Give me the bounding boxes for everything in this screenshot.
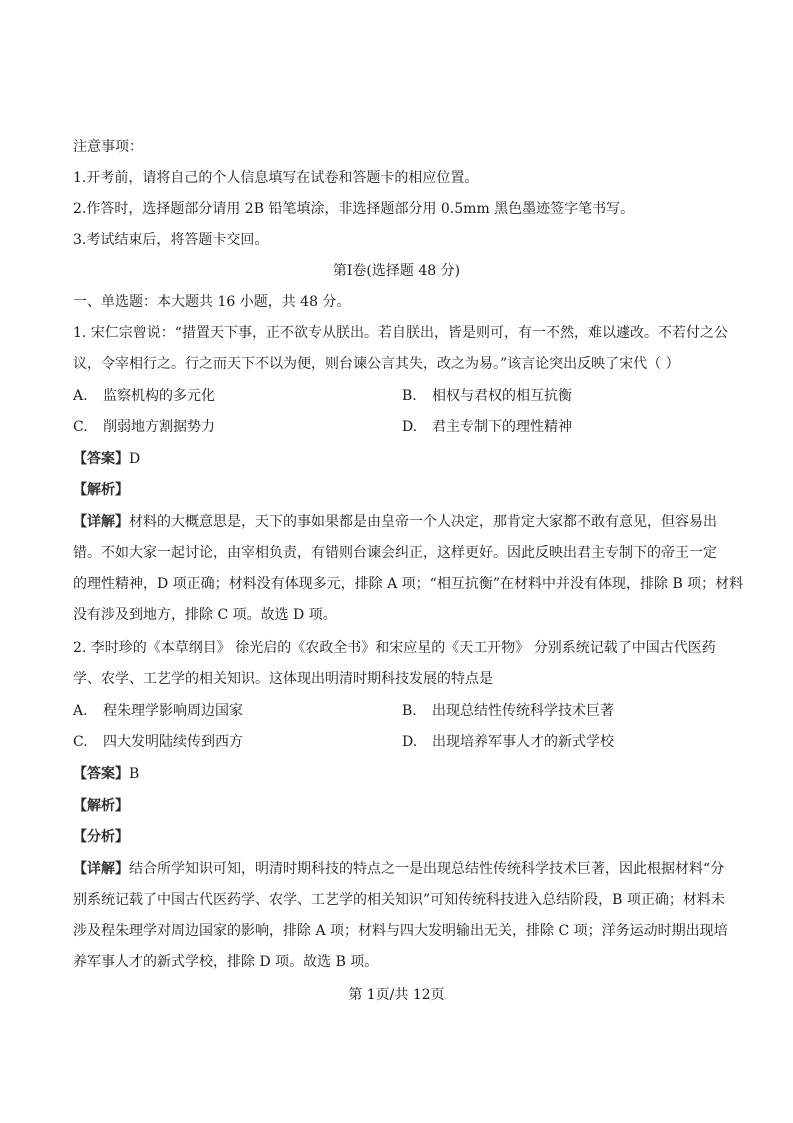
option-text: 程朱理学影响周边国家: [103, 703, 243, 719]
section-title: 一、单选题：本大题共 16 小题，共 48 分。: [73, 294, 351, 310]
answer-value: D: [129, 451, 141, 467]
volume-title: 第Ⅰ卷(选择题 48 分): [332, 263, 461, 279]
answer-line: [73, 765, 139, 783]
fenxi-tag: 【分析】: [73, 829, 129, 845]
notice-item: 3.考试结束后，将答题卡交回。: [73, 232, 269, 248]
option-c: [73, 418, 215, 436]
detail-text: 结合所学知识可知，明清时期科技的特点之一是出现总结性传统科学技术巨著，因此根据材料“分: [129, 861, 725, 877]
option-letter: C.: [73, 734, 88, 750]
answer-tag: 【答案】: [73, 766, 129, 782]
detail-line: [73, 860, 724, 878]
detail-tag: 【详解】: [73, 514, 129, 530]
option-letter: B.: [402, 703, 417, 719]
detail-line: [73, 513, 717, 531]
detail-line: 没有涉及到地方，排除 C 项。故选 D 项。: [73, 607, 337, 623]
answer-line: [73, 450, 140, 468]
analysis-tag: 【解析】: [73, 798, 129, 814]
option-letter: D.: [402, 734, 418, 750]
notice-item: 1.开考前，请将自己的个人信息填写在试卷和答题卡的相应位置。: [73, 170, 479, 186]
detail-tag: 【详解】: [73, 861, 129, 877]
option-text: 君主专制下的理性精神: [432, 419, 572, 435]
option-text: 出现总结性传统科学技术巨著: [432, 703, 614, 719]
option-text: 削弱地方割据势力: [103, 419, 215, 435]
question-stem-line: 2. 李时珍的《本草纲目》 徐光启的《农政全书》和宋应星的《天工开物》 分别系统记载了中国古代医药: [73, 640, 716, 656]
detail-line: 养军事人才的新式学校，排除 D 项。故选 B 项。: [73, 954, 379, 970]
option-text: 出现培养军事人才的新式学校: [432, 734, 614, 750]
option-b: [402, 702, 614, 720]
option-b: [402, 387, 572, 405]
page-footer: 第 1页/共 12页: [348, 987, 445, 1003]
notice-item: 2.作答时，选择题部分请用 2B 铅笔填涂，非选择题部分用 0.5mm 黑色墨迹签字笔书写。: [73, 201, 635, 217]
option-a: [73, 387, 215, 405]
question-stem-line: 议，令宰相行之。行之而天下不以为便，则台谏公言其失，改之为易。”该言论突出反映了宋代（ ）: [73, 356, 680, 372]
detail-line: 错。不如大家一起讨论，由宰相负责，有错则台谏会纠正，这样更好。因此反映出君主专制下的帝王一定: [73, 545, 717, 561]
answer-value: B: [129, 766, 140, 782]
detail-text: 材料的大概意思是，天下的事如果都是由皇帝一个人决定，那肯定大家都不敢有意见，但容易出: [129, 514, 717, 530]
option-text: 监察机构的多元化: [103, 388, 215, 404]
option-c: [73, 733, 243, 751]
question-stem-line: 1. 宋仁宗曾说：“措置天下事，正不欲专从朕出。若自朕出，皆是则可，有一不然，难以遽改。不若付之公: [73, 325, 728, 341]
notice-title: 注意事项：: [73, 139, 143, 155]
option-d: [402, 733, 614, 751]
option-letter: B.: [402, 388, 417, 404]
option-text: 四大发明陆续传到西方: [103, 734, 243, 750]
option-a: [73, 702, 243, 720]
option-letter: C.: [73, 419, 88, 435]
option-letter: A.: [73, 388, 88, 404]
detail-line: 的理性精神，D 项正确；材料没有体现多元，排除 A 项；“相互抗衡”在材料中并没有体现，排除 B 项；材料: [73, 576, 744, 592]
question-stem-line: 学、农学、工艺学的相关知识。这体现出明清时期科技发展的特点是: [73, 671, 493, 687]
option-text: 相权与君权的相互抗衡: [432, 388, 572, 404]
answer-tag: 【答案】: [73, 451, 129, 467]
option-d: [402, 418, 572, 436]
detail-line: 别系统记载了中国古代医药学、农学、工艺学的相关知识”可知传统科技进入总结阶段，B 项正确；材料未: [73, 892, 725, 908]
option-letter: A.: [73, 703, 88, 719]
option-letter: D.: [402, 419, 418, 435]
analysis-tag: 【解析】: [73, 482, 129, 498]
detail-line: 涉及程朱理学对周边国家的影响，排除 A 项；材料与四大发明输出无关，排除 C 项；洋务运动时期出现培: [73, 923, 728, 939]
